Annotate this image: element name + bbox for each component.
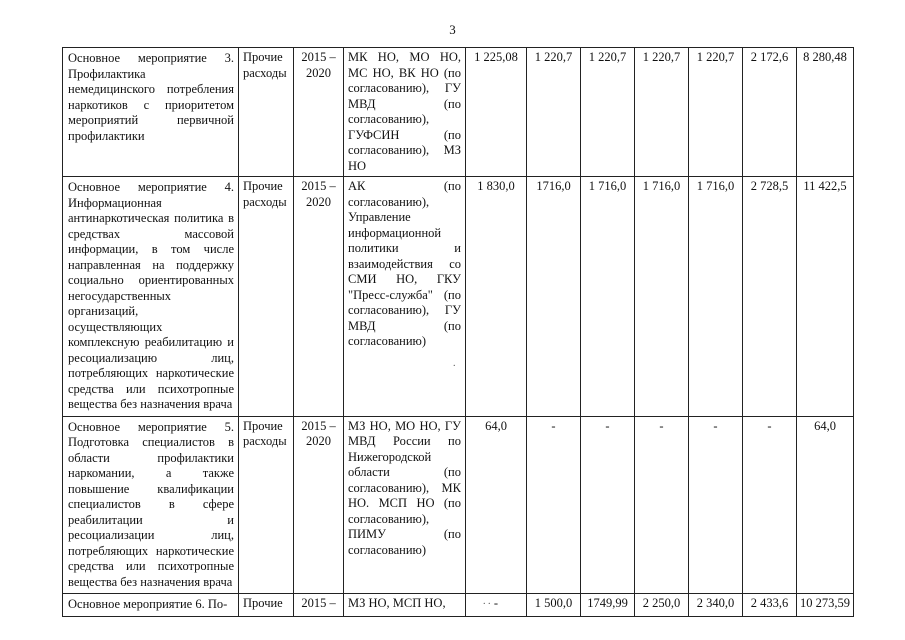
- value-cell: 1 716,0: [581, 177, 635, 417]
- value-cell: 1749,99: [581, 594, 635, 617]
- expense-type-cell: Прочие расходы: [239, 416, 294, 594]
- value-cell: 2 172,6: [743, 48, 797, 177]
- activity-name-cell: Основное мероприятие 5. Подготовка специалистов в области профилактики наркомании, а также повышение квалификации специалистов в сфере реабилитации и ресоциализации лиц, потребляющих наркотические средства или психотропные вещества без назначения врача: [63, 416, 239, 594]
- program-activities-table: [62, 47, 854, 617]
- executors-cell: АК (по согласованию), Управление информационной политики и взаимодействия со СМИ НО, ГКУ "Пресс-служба" (по согласованию), ГУ МВД (по согласованию): [344, 177, 466, 417]
- value-cell: 2 728,5: [743, 177, 797, 417]
- value-cell: 2 340,0: [689, 594, 743, 617]
- value-cell: 1 220,7: [635, 48, 689, 177]
- value-cell: 2 433,6: [743, 594, 797, 617]
- executors-cell: МЗ НО, МСП НО,: [344, 594, 466, 617]
- value-cell: -: [466, 594, 527, 617]
- value-cell: 1 500,0: [527, 594, 581, 617]
- value-cell: -: [743, 416, 797, 594]
- expense-type-cell: Прочие: [239, 594, 294, 617]
- value-cell: 1 716,0: [689, 177, 743, 417]
- period-cell: 2015 – 2020: [294, 177, 344, 417]
- page-number: 3: [449, 22, 456, 37]
- total-cell: 8 280,48: [797, 48, 854, 177]
- value-cell: -: [527, 416, 581, 594]
- scan-speck: .: [453, 358, 456, 369]
- total-cell: 11 422,5: [797, 177, 854, 417]
- value-cell: 64,0: [466, 416, 527, 594]
- value-cell: 2 250,0: [635, 594, 689, 617]
- value-cell: -: [581, 416, 635, 594]
- period-cell: 2015 – 2020: [294, 48, 344, 177]
- executors-cell: МК НО, МО НО, МС НО, ВК НО (по согласованию), ГУ МВД (по согласованию), ГУФСИН (по согласованию), МЗ НО: [344, 48, 466, 177]
- value-cell: 1716,0: [527, 177, 581, 417]
- activity-name-cell: Основное мероприятие 3. Профилактика немедицинского потребления наркотиков с приоритетом мероприятий первичной профилактики: [63, 48, 239, 177]
- activity-name-cell: Основное мероприятие 4. Информационная антинаркотическая политика в средствах массовой информации, в том числе направленная на поддержку социально ориентированных негосударственных организаций, осуществляющих комплексную реабилитацию и ресоциализацию лиц, потребляющих наркотические средства или психотропные вещества без назначения врача: [63, 177, 239, 417]
- expense-type-cell: Прочие расходы: [239, 48, 294, 177]
- value-cell: -: [689, 416, 743, 594]
- table-row: [63, 416, 854, 594]
- scan-speck: . .: [483, 596, 491, 607]
- value-cell: 1 220,7: [527, 48, 581, 177]
- activity-name-cell: Основное мероприятие 6. По-: [63, 594, 239, 617]
- value-cell: 1 220,7: [581, 48, 635, 177]
- table-row: [63, 177, 854, 417]
- table-row: [63, 594, 854, 617]
- period-cell: 2015 – 2020: [294, 416, 344, 594]
- value-cell: 1 220,7: [689, 48, 743, 177]
- period-cell: 2015 –: [294, 594, 344, 617]
- value-cell: 1 716,0: [635, 177, 689, 417]
- total-cell: 10 273,59: [797, 594, 854, 617]
- table-row: [63, 48, 854, 177]
- total-cell: 64,0: [797, 416, 854, 594]
- value-cell: -: [635, 416, 689, 594]
- value-cell: 1 225,08: [466, 48, 527, 177]
- expense-type-cell: Прочие расходы: [239, 177, 294, 417]
- value-cell: 1 830,0: [466, 177, 527, 417]
- executors-cell: МЗ НО, МО НО, ГУ МВД России по Нижегородской области (по согласованию), МК НО. МСП НО (по согласованию), ПИМУ (по согласованию): [344, 416, 466, 594]
